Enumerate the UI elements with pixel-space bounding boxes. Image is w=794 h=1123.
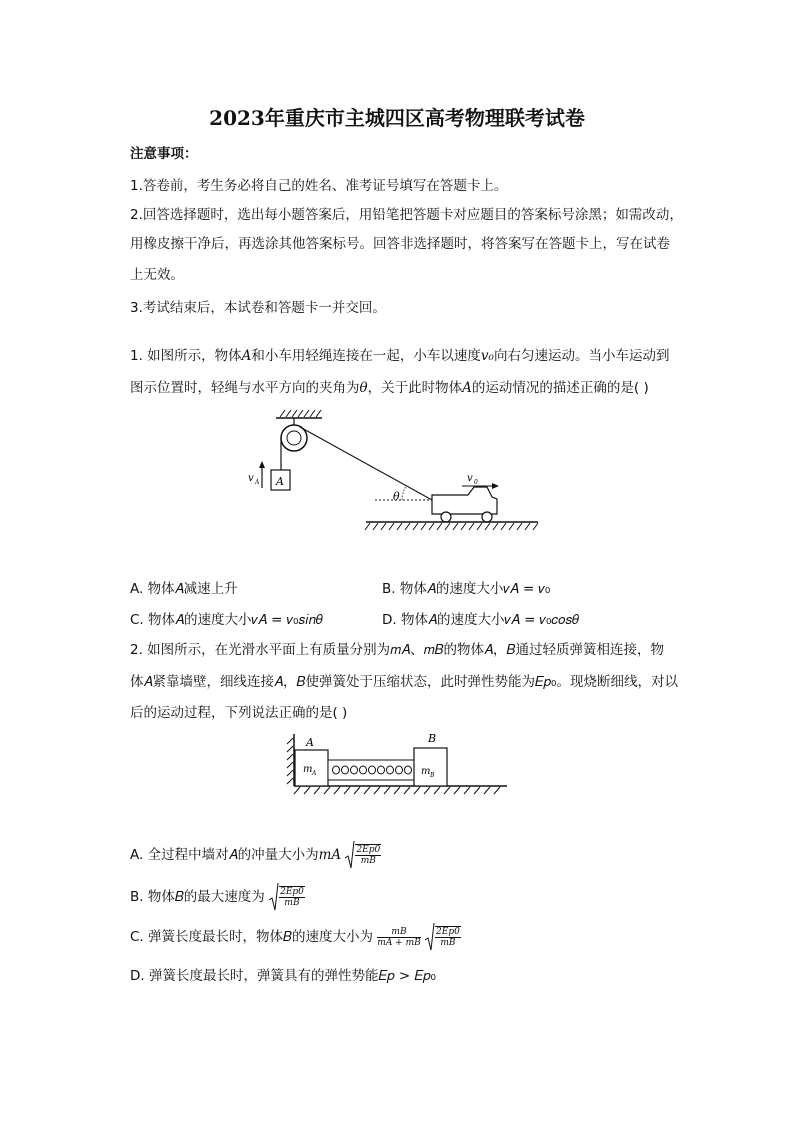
q2-stem-line1: 2. 如图所示，在光滑水平面上有质量分别为𝑚𝐴、𝑚𝐵的物体𝐴，𝐵通过轻质弹簧相连接，物 <box>130 642 665 658</box>
q1-option-a: A. 物体𝐴减速上升 <box>130 581 238 597</box>
svg-text:m: m <box>421 766 431 777</box>
block-b <box>414 748 447 786</box>
q2-figure <box>285 728 515 798</box>
svg-text:A: A <box>312 770 317 777</box>
svg-text:v: v <box>248 473 254 484</box>
notice-item-2a: 2.回答选择题时，选出每小题答案后，用铅笔把答题卡对应题目的答案标号涂黑；如需改动， <box>130 207 683 223</box>
q1-stem-line2: 图示位置时，轻绳与水平方向的夹角为θ，关于此时物体A的运动情况的描述正确的是( ) <box>130 380 649 396</box>
q2-option-b: B. 物体𝐵的最大速度为 $\frac{\text{2𝐸𝑝0}}{\text{𝑚𝐵}}$ <box>130 882 305 912</box>
q1-option-c: C. 物体𝐴的速度大小𝑣𝐴 = 𝑣₀𝑠𝑖𝑛𝜃 <box>130 612 323 628</box>
notice-heading: 注意事项： <box>130 146 198 162</box>
svg-text:B: B <box>428 732 437 745</box>
q1-figure <box>240 405 550 535</box>
sqrt-expression: $\frac{\text{2𝐸𝑝0}}{\text{𝑚𝐵}}$ <box>269 882 305 912</box>
q1-option-b: B. 物体𝐴的速度大小𝑣𝐴 = 𝑣₀ <box>382 581 551 597</box>
svg-text:B: B <box>430 772 435 779</box>
q2-stem-line2: 体𝐴紧靠墙壁，细线连接𝐴，𝐵使弹簧处于压缩状态，此时弹性势能为𝐸𝑝₀。现烧断细线，对以 <box>130 674 678 690</box>
svg-text:A: A <box>306 736 314 749</box>
svg-text:θ: θ <box>393 490 400 503</box>
svg-text:m: m <box>303 764 313 775</box>
notice-item-1: 1.答卷前，考生务必将自己的姓名、准考证号填写在答题卡上。 <box>130 178 508 194</box>
sqrt-expression: $\frac{\text{2𝐸𝑝0}}{\text{𝑚𝐵}}$ <box>425 922 461 952</box>
q1-stem-line1: 1. 如图所示，物体A和小车用轻绳连接在一起，小车以速度v₀向右匀速运动。当小车运动到 <box>130 348 670 364</box>
car <box>432 487 497 514</box>
page-title: 2023年重庆市主城四区高考物理联考试卷 <box>209 106 585 130</box>
svg-text:0: 0 <box>474 479 478 486</box>
q1-option-d: D. 物体𝐴的速度大小𝑣𝐴 = 𝑣₀𝑐𝑜𝑠𝜃 <box>382 612 579 628</box>
svg-text:A: A <box>276 475 284 488</box>
svg-text:v: v <box>467 473 473 484</box>
q2-option-d: D. 弹簧长度最长时，弹簧具有的弹性势能𝐸𝑝 > 𝐸𝑝₀ <box>130 968 436 984</box>
notice-item-3: 3.考试结束后，本试卷和答题卡一并交回。 <box>130 300 386 316</box>
sqrt-expression: $\frac{\text{2𝐸𝑝0}}{\text{𝑚𝐵}}$ <box>345 840 381 870</box>
q2-option-a: A. 全过程中墙对𝐴的冲量大小为𝑚𝐴 $\frac{\text{2𝐸𝑝0}}{\text{𝑚𝐵}}$ <box>130 840 381 870</box>
q2-option-c: C. 弹簧长度最长时，物体𝐵的速度大小为 $\frac{\text{𝑚𝐵}}{\text{𝑚𝐴 + 𝑚𝐵}}$ $\frac{\text{2𝐸𝑝0}}{\text{𝑚𝐵}}$ <box>130 922 461 952</box>
q2-stem-line3: 后的运动过程，下列说法正确的是( ) <box>130 705 348 721</box>
notice-item-2b: 用橡皮擦干净后，再选涂其他答案标号。回答非选择题时，将答案写在答题卡上，写在试卷 <box>130 236 670 252</box>
notice-item-2c: 上无效。 <box>130 267 184 283</box>
svg-text:A: A <box>255 479 260 486</box>
